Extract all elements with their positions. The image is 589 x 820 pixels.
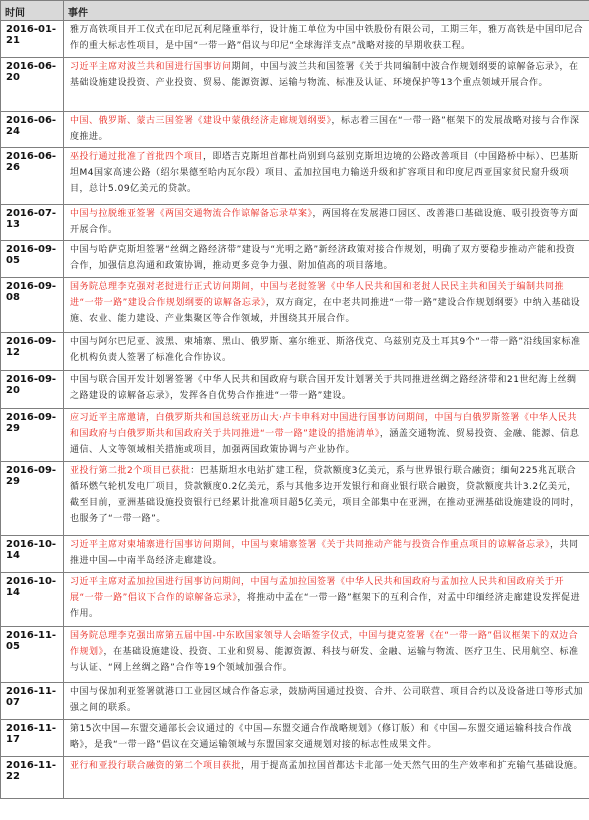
highlighted-text: 亚投行第二批2个项目已获批 xyxy=(70,466,191,476)
event-date: 2016-11-17 xyxy=(1,720,64,757)
event-description xyxy=(64,409,589,462)
table-row xyxy=(1,536,589,573)
event-description xyxy=(64,757,589,799)
event-description xyxy=(64,573,589,627)
event-date: 2016-09-29 xyxy=(1,409,64,462)
event-text: 中国与联合国开发计划署签署《中华人民共和国政府与联合国开发计划署关于共同推进丝绸之路经济带和21世纪海上丝绸之路建设的谅解备忘录》，发挥各自优势合作推进“一带一路”建设。 xyxy=(70,375,577,401)
table-row xyxy=(1,371,589,409)
event-date: 2016-06-24 xyxy=(1,112,64,148)
event-description xyxy=(64,148,589,205)
highlighted-text: 巫投行通过批准了首批四个项目 xyxy=(70,152,204,162)
table-row xyxy=(1,409,589,462)
table-row xyxy=(1,683,589,720)
event-text: ，用于提高孟加拉国首都达卡北部一处天然气田的生产效率和扩充输气基础设施。 xyxy=(241,761,584,771)
header-time: 时间 xyxy=(1,1,64,21)
table-row xyxy=(1,241,589,278)
header-event: 事件 xyxy=(64,1,589,21)
event-date: 2016-06-26 xyxy=(1,148,64,205)
highlighted-text: 亚行和亚投行联合融资的第二个项目获批 xyxy=(70,761,242,771)
event-description xyxy=(64,627,589,683)
event-text: ，在基础设施建设、投资、工业和贸易、能源资源、科技与研发、金融、运输与物流、医疗卫生、民用航空、标准与认证、“网上丝绸之路”合作等19个领域加强合作。 xyxy=(70,647,579,673)
event-text: ，共同推进中国—中南半岛经济走廊建设。 xyxy=(70,540,579,566)
event-description xyxy=(64,112,589,148)
highlighted-text: 中国与拉脱维亚签署《两国交通物流合作谅解备忘录草案》 xyxy=(70,209,313,219)
table-row xyxy=(1,58,589,112)
event-description xyxy=(64,462,589,536)
event-text: ：巴基斯坦水电站扩建工程，贷款额度3亿美元，系与世界银行联合融资；缅甸225兆瓦联合循环燃气轮机发电厂项目，贷款额度0.2亿美元，系与其他多边开发银行和商业银行联合融资，贷款额度共计3.2亿美元，截至目前，亚洲基础设施投资银行已经累计批准项目超5亿美元，项目全部集中在亚洲，在推动亚洲基础设施建设的同时，也服务了“一带一路”。 xyxy=(70,466,580,524)
table-row xyxy=(1,627,589,683)
event-text: ，标志着三国在“一带一路”框架下的发展战略对接与合作深度推进。 xyxy=(70,116,580,142)
table-row xyxy=(1,21,589,58)
event-text: 中国与保加利亚签署就港口工业园区域合作备忘录，鼓励两国通过投资、合并、公司联营、项目合约以及设备进口等形式加强之间的联系。 xyxy=(70,687,584,713)
table-row xyxy=(1,573,589,627)
table-row xyxy=(1,462,589,536)
table-row xyxy=(1,757,589,799)
event-description xyxy=(64,205,589,241)
highlighted-text: 习近平主席对柬埔寨进行国事访问期间，中国与柬埔寨签署《关于共同推动产能与投资合作重点项目的谅解备忘录》 xyxy=(70,540,551,550)
event-description xyxy=(64,21,589,58)
event-text: 第15次中国—东盟交通部长会议通过的《中国—东盟交通合作战略规划》（修订版）和《中国—东盟交通运输科技合作战略》，是我“一带一路”倡议在交通运输领域与东盟国家交通规划对接的标志性成果文件。 xyxy=(70,724,572,750)
event-date: 2016-07-13 xyxy=(1,205,64,241)
event-date: 2016-09-12 xyxy=(1,333,64,371)
event-text: ，两国将在发展港口园区、改善港口基础设施、吸引投资等方面开展合作。 xyxy=(70,209,579,235)
event-description xyxy=(64,278,589,333)
event-date: 2016-11-22 xyxy=(1,757,64,799)
event-description xyxy=(64,720,589,757)
event-date: 2016-10-14 xyxy=(1,536,64,573)
highlighted-text: 应习近平主席邀请，白俄罗斯共和国总统亚历山大·卢卡申科对中国进行国事访问期间，中国与白俄罗斯签署《中华人民共和国政府与白俄罗斯共和国政府关于共同推进“一带一路”建设的措施清单》 xyxy=(70,413,577,439)
event-date: 2016-09-08 xyxy=(1,278,64,333)
highlighted-text: 中国、俄罗斯、蒙古三国签署《建设中蒙俄经济走廊规划纲要》 xyxy=(70,116,332,126)
event-description xyxy=(64,536,589,573)
highlighted-text: 习近平主席对孟加拉国进行国事访问期间，中国与孟加拉国签署《中华人民共和国政府与孟加拉人民共和国政府关于开展“一带一路”倡议下合作的谅解备忘录》 xyxy=(70,577,565,603)
event-description xyxy=(64,371,589,409)
event-text: ，将推动中孟在“一带一路”框架下的互利合作，对孟中印缅经济走廊建设发挥促进作用。 xyxy=(70,593,581,619)
event-description xyxy=(64,58,589,112)
event-description xyxy=(64,241,589,278)
event-description xyxy=(64,683,589,720)
event-text: ，即塔吉克斯坦首都杜尚别到乌兹别克斯坦边境的公路改善项目（中国路桥中标）、巴基斯坦M4国家高速公路（绍尔果德至哈内瓦尔段）项目、孟加拉国电力输送升级和扩容项目和印度尼西亚国家贫民窟升级项目，总计5.09亿美元的贷款。 xyxy=(70,152,579,194)
table-row xyxy=(1,720,589,757)
table-row xyxy=(1,278,589,333)
event-date: 2016-06-20 xyxy=(1,58,64,112)
event-text: 中国与哈萨克斯坦签署“丝绸之路经济带”建设与“光明之路”新经济政策对接合作规划，明确了双方要稳步推动产能和投资合作，加强信息沟通和政策协调，推动更多竞争力强、附加值高的项目落地。 xyxy=(70,245,576,271)
event-text: 雅万高铁项目开工仪式在印尼瓦利尼隆重举行，设计施工单位为中国中铁股份有限公司，工期三年，雅万高铁是中国印尼合作的重大标志性项目，是中国“一带一路”倡议与印尼“全球海洋支点”战略对接的早期收获工程。 xyxy=(70,25,584,51)
event-date: 2016-09-20 xyxy=(1,371,64,409)
event-description xyxy=(64,333,589,371)
event-text: 中国与阿尔巴尼亚、波黑、柬埔寨、黑山、俄罗斯、塞尔维亚、斯洛伐克、乌兹别克及土耳其9个“一带一路”沿线国家标准化机构负责人签署了标准化合作协议。 xyxy=(70,337,581,363)
event-date: 2016-10-14 xyxy=(1,573,64,627)
highlighted-text: 国务院总理李克强对老挝进行正式访问期间，中国与老挝签署《中华人民共和国和老挝人民民主共和国关于编制共同推进“一带一路”建设合作规划纲要的谅解备忘录》 xyxy=(70,282,565,308)
event-date: 2016-09-05 xyxy=(1,241,64,278)
highlighted-text: 国务院总理李克强出席第五届中国-中东欧国家领导人会晤签字仪式，中国与捷克签署《在“一带一路”倡议框架下的双边合作规划》 xyxy=(70,631,579,657)
event-date: 2016-11-05 xyxy=(1,627,64,683)
event-text: 期间，中国与波兰共和国签署《关于共同编制中波合作规划纲要的谅解备忘录》，在基础设施建设投资、产业投资、贸易、能源资源、运输与物流、标准及认证、环境保护等13个重点领域开展合作。 xyxy=(70,62,579,88)
table-row xyxy=(1,205,589,241)
event-text: ，双方商定，在中老共同推进“一带一路”建设合作规划纲要》中纳入基础设施、农业、能力建设、产业集聚区等合作领域，并围绕其开展合作。 xyxy=(70,298,581,324)
event-text: ，涵盖交通物流、贸易投资、金融、能源、信息通信、人文等领域相关措施或项目，加强两国政策协调与产业协作。 xyxy=(70,429,580,455)
event-date: 2016-09-29 xyxy=(1,462,64,536)
table-row xyxy=(1,112,589,148)
event-date: 2016-11-07 xyxy=(1,683,64,720)
highlighted-text: 习近平主席对波兰共和国进行国事访问 xyxy=(70,62,232,72)
table-row xyxy=(1,333,589,371)
event-date: 2016-01-21 xyxy=(1,21,64,58)
table-header-row xyxy=(1,1,589,21)
table-row xyxy=(1,148,589,205)
